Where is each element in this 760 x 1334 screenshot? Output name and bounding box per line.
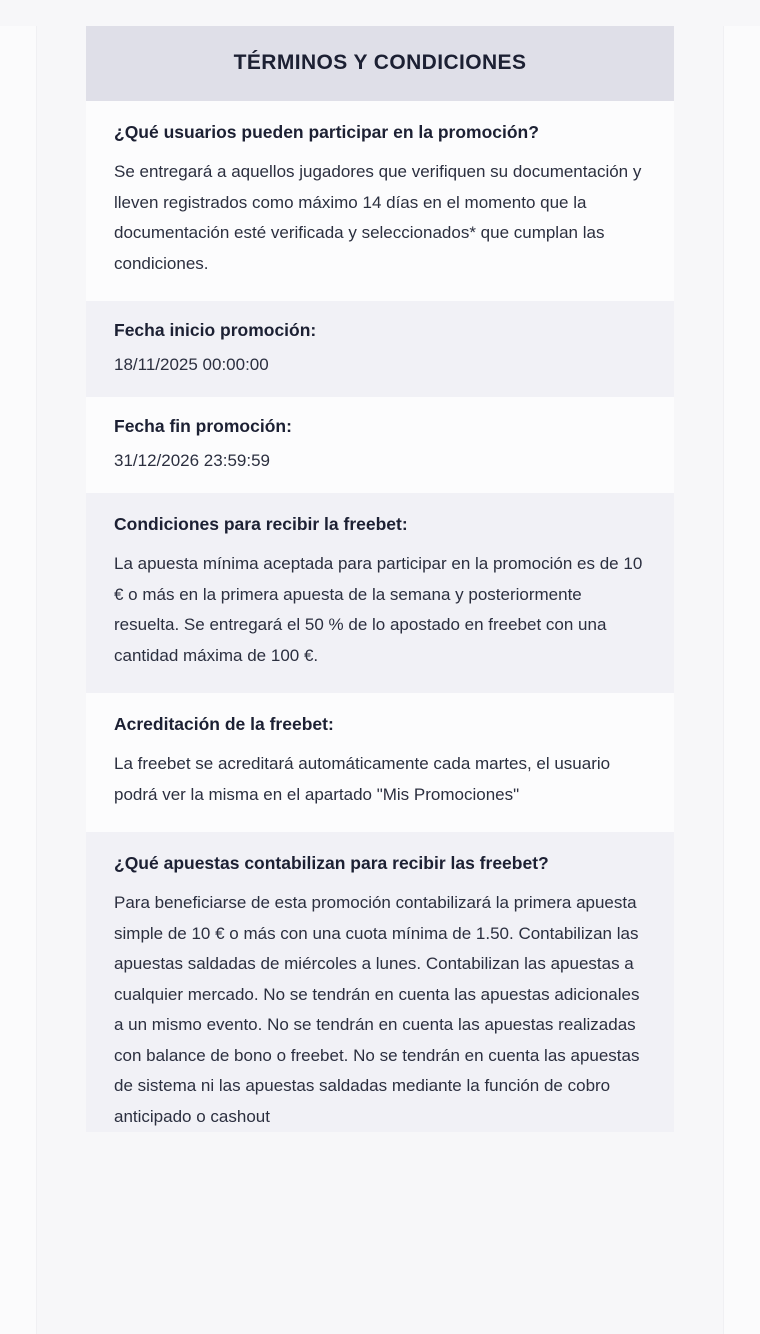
page-right-margin xyxy=(723,26,760,1334)
section-heading: Fecha inicio promoción: xyxy=(114,320,317,340)
section-promo-start-date xyxy=(86,301,674,397)
section-qualifying-bets xyxy=(86,832,674,1132)
page-title: TÉRMINOS Y CONDICIONES xyxy=(233,51,527,74)
card-header xyxy=(86,26,674,101)
section-heading: Acreditación de la freebet: xyxy=(114,714,334,734)
section-promo-end-date xyxy=(86,397,674,493)
section-body: La apuesta mínima aceptada para participar en la promoción es de 10 € o más en la primera apuesta de la semana y posteriormente resuelta. Se entregará el 50 % de lo apostado en freebet con una cantidad máxima de 100 €. xyxy=(114,554,643,665)
section-heading: Condiciones para recibir la freebet: xyxy=(114,514,408,534)
section-heading: ¿Qué usuarios pueden participar en la promoción? xyxy=(114,122,539,142)
section-eligible-users xyxy=(86,101,674,301)
section-body: La freebet se acreditará automáticamente cada martes, el usuario podrá ver la misma en el apartado "Mis Promociones" xyxy=(114,754,611,804)
section-freebet-credit xyxy=(86,693,674,832)
page-left-margin xyxy=(0,26,37,1334)
section-body: Se entregará a aquellos jugadores que verifiquen su documentación y lleven registrados como máximo 14 días en el momento que la documentación esté verificada y seleccionados* que cumplan las condiciones. xyxy=(114,162,642,273)
section-body: 31/12/2026 23:59:59 xyxy=(114,451,270,470)
terms-and-conditions-page xyxy=(0,26,760,1334)
terms-card xyxy=(86,26,674,1132)
section-heading: ¿Qué apuestas contabilizan para recibir las freebet? xyxy=(114,853,549,873)
section-freebet-conditions xyxy=(86,493,674,693)
section-body: 18/11/2025 00:00:00 xyxy=(114,355,269,374)
section-heading: Fecha fin promoción: xyxy=(114,416,292,436)
section-body: Para beneficiarse de esta promoción contabilizará la primera apuesta simple de 10 € o más con una cuota mínima de 1.50. Contabilizan las apuestas saldadas de miércoles a lunes. Contabilizan las apuestas a cualquier mercado. No se tendrán en cuenta las apuestas adicionales a un mismo evento. No se tendrán en cuenta las apuestas realizadas con balance de bono o freebet. No se tendrán en cuenta las apuestas de sistema ni las apuestas saldadas mediante la función de cobro anticipado o cashout xyxy=(114,893,640,1126)
